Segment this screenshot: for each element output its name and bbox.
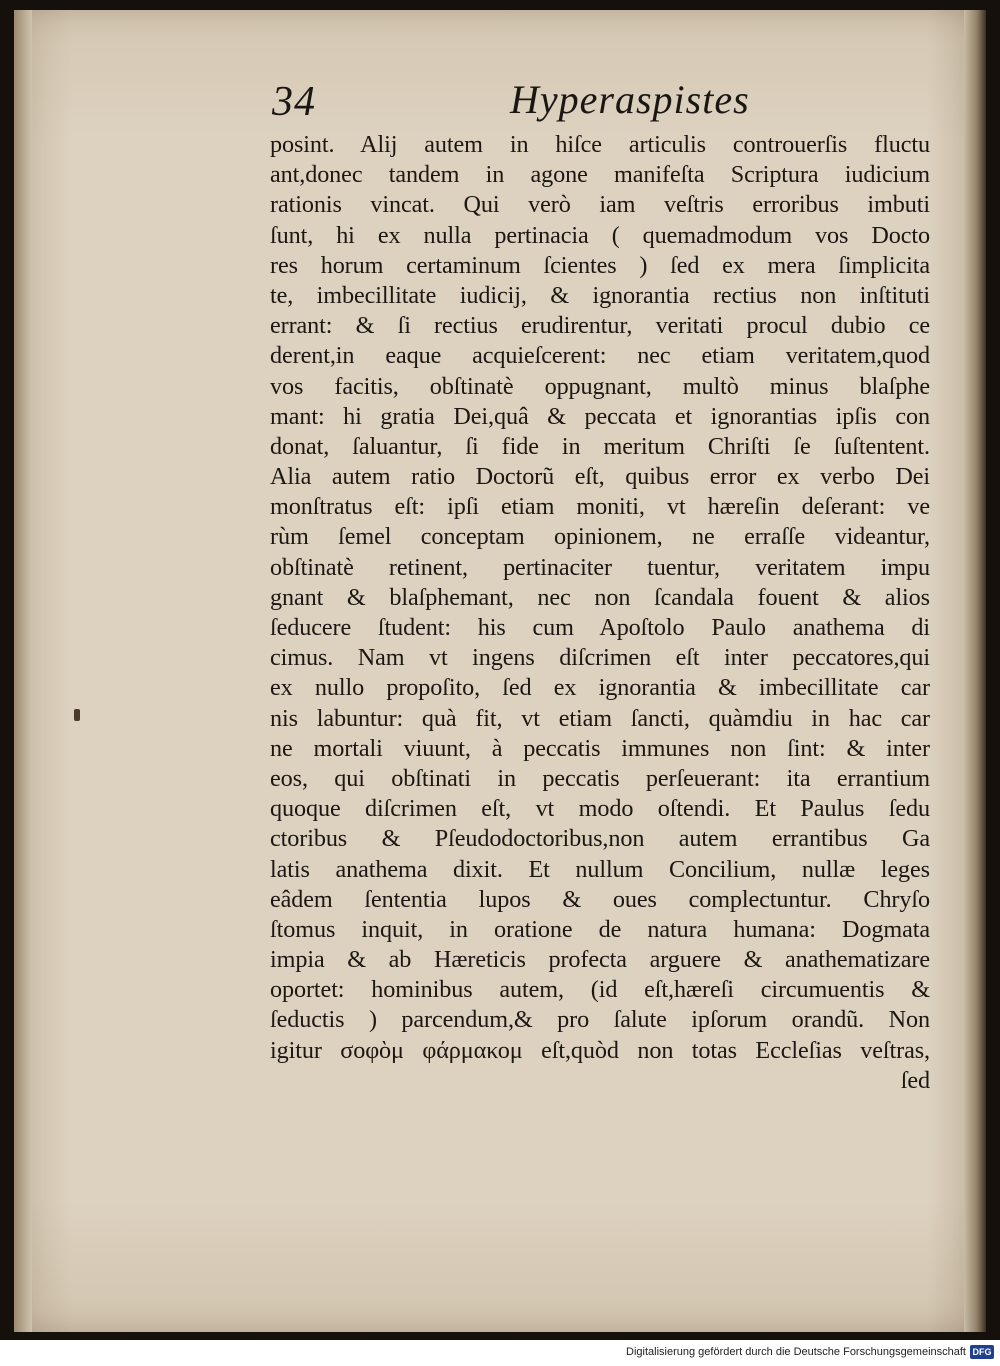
text-line: gnant & blaſphemant, nec non ſcandala fouent & alios	[270, 583, 930, 611]
text-line: eâdem ſententia lupos & oues complectuntur. Chryſo	[270, 885, 930, 913]
text-line: donat, ſaluantur, ſi fide in meritum Chriſti ſe ſuſtentent.	[270, 432, 930, 460]
text-line: obſtinatè retinent, pertinaciter tuentur, veritatem impu	[270, 553, 930, 581]
digitization-footer	[0, 1340, 1000, 1366]
text-line: monſtratus eſt: ipſi etiam moniti, vt hæreſin deſerant: ve	[270, 493, 930, 521]
text-line: igitur σοφὸμ φάρμακομ eſt,quòd non totas Eccleſias veſtras,	[270, 1036, 930, 1064]
page-edge-shadow	[964, 10, 986, 1332]
page-header	[272, 72, 932, 132]
text-line: ex nullo propoſito, ſed ex ignorantia & imbecillitate car	[270, 674, 930, 702]
catchword: ſed	[900, 1066, 930, 1094]
text-line: eos, qui obſtinati in peccatis perſeuerant: ita errantium	[270, 764, 930, 792]
dfg-logo: DFG	[970, 1345, 994, 1359]
text-line: impia & ab Hæreticis profecta arguere & anathematizare	[270, 946, 930, 974]
text-line: ſeducere ſtudent: his cum Apoſtolo Paulo anathema di	[270, 614, 930, 641]
text-line: rationis vincat. Qui verò iam veſtris erroribus imbuti	[270, 191, 930, 219]
text-line: ctoribus & Pſeudodoctoribus,non autem errantibus Ga	[270, 825, 930, 853]
text-line: ant,donec tandem in agone manifeſta Scriptura iudicium	[270, 161, 930, 189]
body-text	[270, 130, 930, 1096]
text-line: ſeductis ) parcendum,& pro ſalute ipſorum orandũ. Non	[270, 1006, 930, 1034]
text-line: ne mortali viuunt, à peccatis immunes non ſint: & inter	[270, 734, 930, 762]
text-line: Alia autem ratio Doctorũ eſt, quibus error ex verbo Dei	[270, 463, 930, 491]
text-line: res horum certaminum ſcientes ) ſed ex mera ſimplicita	[270, 251, 930, 279]
text-line: errant: & ſi rectius erudirentur, veritati procul dubio ce	[270, 312, 930, 340]
text-line: ſunt, hi ex nulla pertinacia ( quemadmodum vos Docto	[270, 221, 930, 249]
margin-ink-mark	[74, 709, 80, 721]
text-line: ſtomus inquit, in oratione de natura humana: Dogmata	[270, 915, 930, 943]
text-line: nis labuntur: quà fit, vt etiam ſancti, quàmdiu in hac car	[270, 704, 930, 732]
text-line: latis anathema dixit. Et nullum Concilium, nullæ leges	[270, 855, 930, 883]
text-line: mant: hi gratia Dei,quâ & peccata et ignorantias ipſis con	[270, 402, 930, 430]
funding-credit: Digitalisierung gefördert durch die Deutsche Forschungsgemeinschaft	[626, 1346, 966, 1358]
page-number: 34	[272, 79, 316, 125]
running-head: Hyperaspistes	[510, 77, 750, 122]
text-line: oportet: hominibus autem, (id eſt,hæreſi circumuentis &	[270, 976, 930, 1004]
text-line: cimus. Nam vt ingens diſcrimen eſt inter peccatores,qui	[270, 644, 930, 672]
page-gutter-shadow	[14, 10, 32, 1332]
text-line: te, imbecillitate iudicij, & ignorantia rectius non inſtituti	[270, 281, 930, 309]
text-line: rùm ſemel conceptam opinionem, ne erraſſe videantur,	[270, 523, 930, 551]
text-line: quoque diſcrimen eſt, vt modo oſtendi. Et Paulus ſedu	[270, 795, 930, 823]
text-line: vos facitis, obſtinatè oppugnant, multò minus blaſphe	[270, 372, 930, 400]
text-line: derent,in eaque acquieſcerent: nec etiam veritatem,quod	[270, 342, 930, 370]
text-line: posint. Alij autem in hiſce articulis controuerſis fluctu	[270, 131, 930, 158]
